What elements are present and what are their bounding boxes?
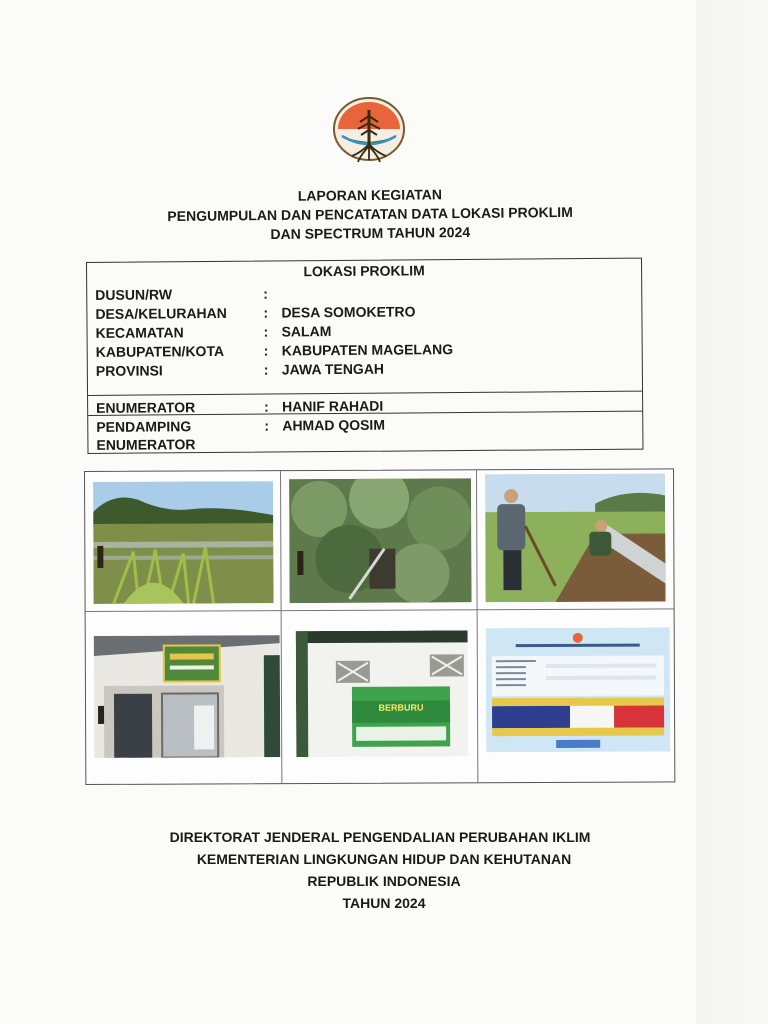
banner-photo	[296, 630, 469, 757]
ministry-logo-icon	[332, 96, 406, 166]
value-pendamping: AHMAD QOSIM	[282, 416, 386, 434]
building-photo	[94, 635, 281, 758]
row-provinsi	[96, 361, 384, 379]
title-line-1: LAPORAN KEGIATAN	[297, 186, 443, 204]
row-desa	[95, 303, 415, 322]
label-kecamatan: KECAMATAN	[95, 324, 184, 341]
value-desa: DESA SOMOKETRO	[281, 303, 416, 321]
rice-field-photo	[93, 481, 274, 604]
form-screenshot-photo	[486, 627, 671, 752]
label-enumerator-2: ENUMERATOR	[96, 436, 196, 453]
title-line-2: PENGUMPULAN DAN PENCATATAN DATA LOKASI PROKLIM	[167, 203, 573, 225]
colon: :	[263, 323, 269, 340]
value-enumerator: HANIF RAHADI	[282, 397, 384, 415]
label-kabupaten: KABUPATEN/KOTA	[95, 342, 225, 360]
row-kabupaten	[96, 341, 453, 360]
row-dusun	[95, 285, 281, 302]
colon: :	[263, 304, 269, 321]
colon: :	[264, 417, 270, 434]
value-kabupaten: KABUPATEN MAGELANG	[281, 341, 454, 359]
location-heading: LOKASI PROKLIM	[303, 262, 425, 280]
label-pendamping: PENDAMPING	[96, 418, 192, 435]
label-provinsi: PROVINSI	[95, 362, 163, 379]
label-dusun: DUSUN/RW	[95, 286, 173, 303]
footer-line-4: TAHUN 2024	[342, 895, 426, 911]
value-kecamatan: SALAM	[281, 323, 332, 340]
footer-line-2: KEMENTERIAN LINGKUNGAN HIDUP DAN KEHUTANAN	[196, 851, 572, 867]
colon: :	[263, 285, 268, 302]
colon: :	[263, 342, 269, 359]
vegetation-photo	[289, 478, 472, 603]
label-desa: DESA/KELURAHAN	[95, 304, 227, 322]
wall-background	[296, 630, 469, 757]
report-title	[0, 182, 740, 247]
footer	[0, 826, 768, 914]
value-provinsi: JAWA TENGAH	[281, 360, 385, 378]
colon: :	[264, 398, 269, 415]
field-workers-photo	[485, 473, 666, 602]
label-enumerator: ENUMERATOR	[96, 399, 196, 416]
location-info-box	[86, 258, 643, 454]
row-pendamping-line2	[96, 436, 264, 453]
banner-text: BERBURU	[378, 702, 424, 713]
footer-line-3: REPUBLIK INDONESIA	[307, 873, 461, 889]
divider	[88, 391, 642, 396]
row-kecamatan	[95, 323, 331, 341]
row-pendamping	[96, 417, 385, 435]
colon: :	[263, 361, 269, 378]
photo-grid	[84, 468, 675, 785]
title-line-3: DAN SPECTRUM TAHUN 2024	[270, 223, 471, 243]
footer-line-1: DIREKTORAT JENDERAL PENGENDALIAN PERUBAHAN IKLIM	[169, 829, 591, 845]
